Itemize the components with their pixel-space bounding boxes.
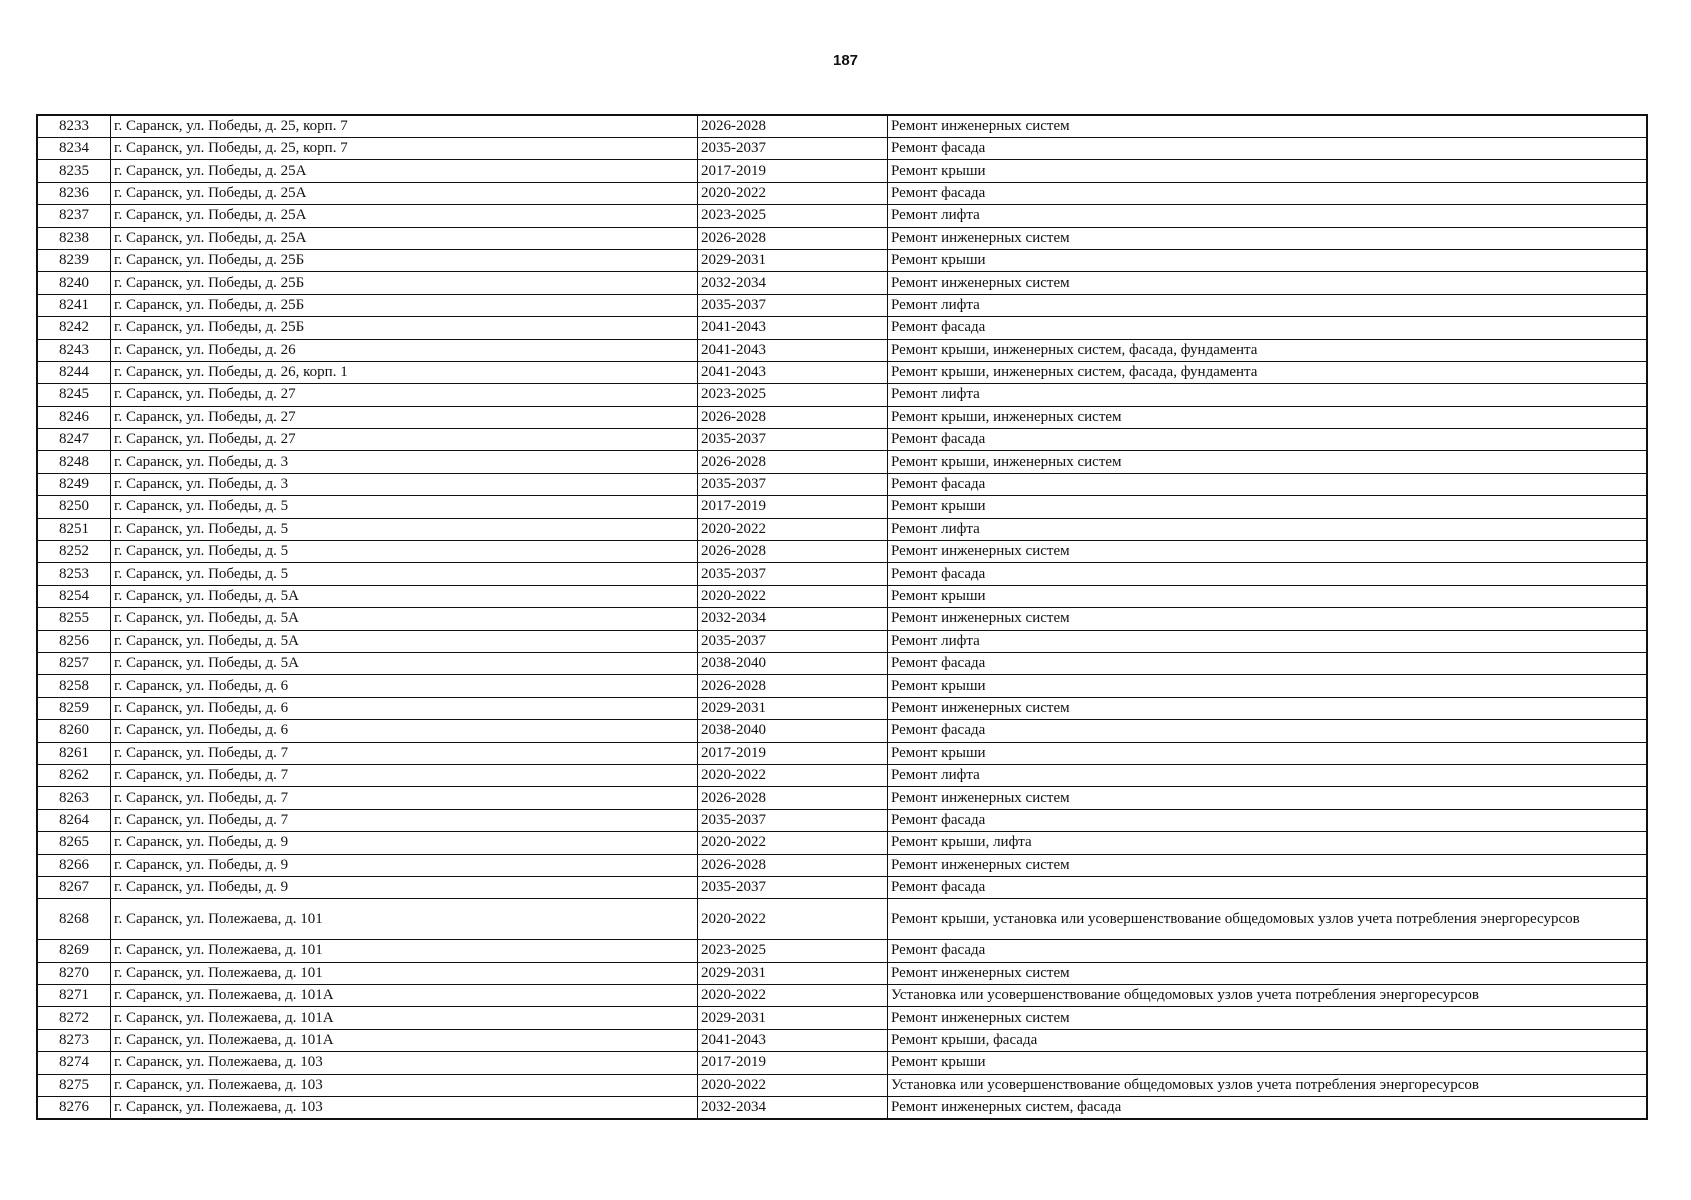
row-number-cell: 8243	[37, 339, 111, 361]
row-number-cell: 8274	[37, 1052, 111, 1074]
address-cell: г. Саранск, ул. Победы, д. 25, корп. 7	[111, 138, 698, 160]
work-type-cell: Ремонт лифта	[888, 384, 1648, 406]
table-row	[37, 876, 1647, 898]
work-type-cell: Установка или усовершенствование общедомовых узлов учета потребления энергоресурсов	[888, 985, 1648, 1007]
row-number-cell: 8255	[37, 608, 111, 630]
address-cell: г. Саранск, ул. Победы, д. 5А	[111, 652, 698, 674]
table-row	[37, 720, 1647, 742]
period-cell: 2035-2037	[698, 876, 888, 898]
period-cell: 2035-2037	[698, 473, 888, 495]
period-cell: 2041-2043	[698, 1029, 888, 1051]
table-row	[37, 742, 1647, 764]
table-row	[37, 496, 1647, 518]
work-type-cell: Ремонт крыши	[888, 1052, 1648, 1074]
period-cell: 2023-2025	[698, 384, 888, 406]
table-row	[37, 317, 1647, 339]
work-type-cell: Ремонт инженерных систем	[888, 787, 1648, 809]
work-type-cell: Установка или усовершенствование общедомовых узлов учета потребления энергоресурсов	[888, 1074, 1648, 1096]
row-number-cell: 8259	[37, 697, 111, 719]
work-type-cell: Ремонт крыши	[888, 675, 1648, 697]
row-number-cell: 8273	[37, 1029, 111, 1051]
period-cell: 2035-2037	[698, 429, 888, 451]
table-row	[37, 249, 1647, 271]
period-cell: 2032-2034	[698, 272, 888, 294]
address-cell: г. Саранск, ул. Победы, д. 25Б	[111, 317, 698, 339]
row-number-cell: 8275	[37, 1074, 111, 1096]
address-cell: г. Саранск, ул. Победы, д. 25А	[111, 160, 698, 182]
period-cell: 2029-2031	[698, 1007, 888, 1029]
period-cell: 2026-2028	[698, 675, 888, 697]
table-row	[37, 1007, 1647, 1029]
work-type-cell: Ремонт инженерных систем	[888, 854, 1648, 876]
address-cell: г. Саранск, ул. Победы, д. 27	[111, 384, 698, 406]
table-row	[37, 272, 1647, 294]
period-cell: 2041-2043	[698, 317, 888, 339]
work-type-cell: Ремонт крыши, фасада	[888, 1029, 1648, 1051]
table-row	[37, 787, 1647, 809]
row-number-cell: 8240	[37, 272, 111, 294]
address-cell: г. Саранск, ул. Победы, д. 6	[111, 720, 698, 742]
work-type-cell: Ремонт крыши, инженерных систем	[888, 451, 1648, 473]
row-number-cell: 8269	[37, 940, 111, 962]
row-number-cell: 8248	[37, 451, 111, 473]
table-row	[37, 764, 1647, 786]
period-cell: 2020-2022	[698, 585, 888, 607]
table-row	[37, 541, 1647, 563]
table-row	[37, 518, 1647, 540]
work-type-cell: Ремонт фасада	[888, 138, 1648, 160]
period-cell: 2035-2037	[698, 138, 888, 160]
address-cell: г. Саранск, ул. Полежаева, д. 101А	[111, 1029, 698, 1051]
address-cell: г. Саранск, ул. Победы, д. 25Б	[111, 294, 698, 316]
row-number-cell: 8235	[37, 160, 111, 182]
period-cell: 2026-2028	[698, 227, 888, 249]
work-type-cell: Ремонт инженерных систем	[888, 962, 1648, 984]
row-number-cell: 8245	[37, 384, 111, 406]
work-type-cell: Ремонт крыши	[888, 160, 1648, 182]
period-cell: 2038-2040	[698, 652, 888, 674]
period-cell: 2020-2022	[698, 518, 888, 540]
row-number-cell: 8254	[37, 585, 111, 607]
row-number-cell: 8257	[37, 652, 111, 674]
address-cell: г. Саранск, ул. Полежаева, д. 103	[111, 1097, 698, 1120]
period-cell: 2020-2022	[698, 1074, 888, 1096]
table-row	[37, 563, 1647, 585]
row-number-cell: 8233	[37, 115, 111, 138]
table-row	[37, 160, 1647, 182]
row-number-cell: 8267	[37, 876, 111, 898]
table-row	[37, 361, 1647, 383]
row-number-cell: 8234	[37, 138, 111, 160]
period-cell: 2020-2022	[698, 182, 888, 204]
work-type-cell: Ремонт фасада	[888, 652, 1648, 674]
row-number-cell: 8239	[37, 249, 111, 271]
address-cell: г. Саранск, ул. Полежаева, д. 101	[111, 962, 698, 984]
row-number-cell: 8276	[37, 1097, 111, 1120]
table-row	[37, 899, 1647, 940]
row-number-cell: 8238	[37, 227, 111, 249]
address-cell: г. Саранск, ул. Победы, д. 9	[111, 854, 698, 876]
period-cell: 2026-2028	[698, 451, 888, 473]
row-number-cell: 8236	[37, 182, 111, 204]
work-type-cell: Ремонт лифта	[888, 205, 1648, 227]
address-cell: г. Саранск, ул. Победы, д. 5	[111, 541, 698, 563]
period-cell: 2032-2034	[698, 608, 888, 630]
work-type-cell: Ремонт фасада	[888, 473, 1648, 495]
address-cell: г. Саранск, ул. Победы, д. 26, корп. 1	[111, 361, 698, 383]
address-cell: г. Саранск, ул. Победы, д. 5А	[111, 585, 698, 607]
work-type-cell: Ремонт лифта	[888, 764, 1648, 786]
table-row	[37, 985, 1647, 1007]
table-row	[37, 630, 1647, 652]
address-cell: г. Саранск, ул. Победы, д. 27	[111, 429, 698, 451]
work-type-cell: Ремонт крыши, инженерных систем, фасада, фундамента	[888, 361, 1648, 383]
table-row	[37, 675, 1647, 697]
address-cell: г. Саранск, ул. Победы, д. 9	[111, 832, 698, 854]
table-row	[37, 832, 1647, 854]
address-cell: г. Саранск, ул. Победы, д. 3	[111, 451, 698, 473]
table-row	[37, 1097, 1647, 1120]
row-number-cell: 8268	[37, 899, 111, 940]
row-number-cell: 8253	[37, 563, 111, 585]
work-type-cell: Ремонт крыши	[888, 249, 1648, 271]
work-type-cell: Ремонт инженерных систем	[888, 1007, 1648, 1029]
work-type-cell: Ремонт инженерных систем	[888, 227, 1648, 249]
address-cell: г. Саранск, ул. Победы, д. 25Б	[111, 249, 698, 271]
work-type-cell: Ремонт крыши, установка или усовершенствование общедомовых узлов учета потребления энергоресурсов	[888, 899, 1648, 940]
row-number-cell: 8247	[37, 429, 111, 451]
work-type-cell: Ремонт крыши	[888, 742, 1648, 764]
table-row	[37, 138, 1647, 160]
table-row	[37, 962, 1647, 984]
work-type-cell: Ремонт крыши	[888, 496, 1648, 518]
row-number-cell: 8266	[37, 854, 111, 876]
address-cell: г. Саранск, ул. Победы, д. 5	[111, 496, 698, 518]
period-cell: 2020-2022	[698, 764, 888, 786]
address-cell: г. Саранск, ул. Победы, д. 5А	[111, 630, 698, 652]
work-type-cell: Ремонт инженерных систем	[888, 608, 1648, 630]
work-type-cell: Ремонт фасада	[888, 429, 1648, 451]
work-type-cell: Ремонт лифта	[888, 294, 1648, 316]
address-cell: г. Саранск, ул. Победы, д. 3	[111, 473, 698, 495]
address-cell: г. Саранск, ул. Полежаева, д. 101А	[111, 985, 698, 1007]
row-number-cell: 8241	[37, 294, 111, 316]
table-row	[37, 854, 1647, 876]
address-cell: г. Саранск, ул. Победы, д. 7	[111, 787, 698, 809]
period-cell: 2017-2019	[698, 1052, 888, 1074]
work-type-cell: Ремонт крыши, лифта	[888, 832, 1648, 854]
period-cell: 2035-2037	[698, 563, 888, 585]
address-cell: г. Саранск, ул. Победы, д. 5А	[111, 608, 698, 630]
table-row	[37, 473, 1647, 495]
period-cell: 2035-2037	[698, 294, 888, 316]
work-type-cell: Ремонт лифта	[888, 630, 1648, 652]
table-row	[37, 384, 1647, 406]
address-cell: г. Саранск, ул. Победы, д. 25Б	[111, 272, 698, 294]
table-row	[37, 227, 1647, 249]
work-type-cell: Ремонт инженерных систем, фасада	[888, 1097, 1648, 1120]
period-cell: 2029-2031	[698, 697, 888, 719]
row-number-cell: 8246	[37, 406, 111, 428]
address-cell: г. Саранск, ул. Победы, д. 9	[111, 876, 698, 898]
work-type-cell: Ремонт инженерных систем	[888, 272, 1648, 294]
work-type-cell: Ремонт крыши, инженерных систем	[888, 406, 1648, 428]
address-cell: г. Саранск, ул. Полежаева, д. 103	[111, 1052, 698, 1074]
row-number-cell: 8251	[37, 518, 111, 540]
table-row	[37, 1052, 1647, 1074]
period-cell: 2035-2037	[698, 630, 888, 652]
work-type-cell: Ремонт фасада	[888, 563, 1648, 585]
period-cell: 2026-2028	[698, 787, 888, 809]
work-type-cell: Ремонт фасада	[888, 720, 1648, 742]
row-number-cell: 8263	[37, 787, 111, 809]
work-type-cell: Ремонт инженерных систем	[888, 541, 1648, 563]
table-row	[37, 294, 1647, 316]
address-cell: г. Саранск, ул. Победы, д. 25, корп. 7	[111, 115, 698, 138]
table-row	[37, 429, 1647, 451]
page-number: 187	[832, 52, 859, 69]
row-number-cell: 8260	[37, 720, 111, 742]
work-type-cell: Ремонт фасада	[888, 940, 1648, 962]
period-cell: 2026-2028	[698, 854, 888, 876]
work-type-cell: Ремонт фасада	[888, 809, 1648, 831]
table-row	[37, 697, 1647, 719]
table-row	[37, 940, 1647, 962]
work-type-cell: Ремонт фасада	[888, 317, 1648, 339]
row-number-cell: 8252	[37, 541, 111, 563]
table-body	[37, 115, 1647, 1119]
period-cell: 2023-2025	[698, 205, 888, 227]
row-number-cell: 8261	[37, 742, 111, 764]
row-number-cell: 8244	[37, 361, 111, 383]
work-type-cell: Ремонт инженерных систем	[888, 697, 1648, 719]
address-cell: г. Саранск, ул. Полежаева, д. 101	[111, 940, 698, 962]
address-cell: г. Саранск, ул. Победы, д. 5	[111, 563, 698, 585]
period-cell: 2017-2019	[698, 742, 888, 764]
work-type-cell: Ремонт инженерных систем	[888, 115, 1648, 138]
period-cell: 2017-2019	[698, 160, 888, 182]
row-number-cell: 8262	[37, 764, 111, 786]
row-number-cell: 8258	[37, 675, 111, 697]
period-cell: 2029-2031	[698, 249, 888, 271]
address-cell: г. Саранск, ул. Полежаева, д. 103	[111, 1074, 698, 1096]
row-number-cell: 8237	[37, 205, 111, 227]
table-row	[37, 652, 1647, 674]
period-cell: 2026-2028	[698, 115, 888, 138]
table-row	[37, 1029, 1647, 1051]
address-cell: г. Саранск, ул. Победы, д. 5	[111, 518, 698, 540]
address-cell: г. Саранск, ул. Победы, д. 7	[111, 742, 698, 764]
work-type-cell: Ремонт лифта	[888, 518, 1648, 540]
table-row	[37, 115, 1647, 138]
row-number-cell: 8271	[37, 985, 111, 1007]
table-row	[37, 451, 1647, 473]
period-cell: 2032-2034	[698, 1097, 888, 1120]
row-number-cell: 8256	[37, 630, 111, 652]
address-cell: г. Саранск, ул. Полежаева, д. 101	[111, 899, 698, 940]
work-type-cell: Ремонт фасада	[888, 876, 1648, 898]
period-cell: 2026-2028	[698, 406, 888, 428]
period-cell: 2038-2040	[698, 720, 888, 742]
repair-schedule-table	[36, 114, 1648, 1120]
address-cell: г. Саранск, ул. Победы, д. 7	[111, 809, 698, 831]
period-cell: 2020-2022	[698, 832, 888, 854]
work-type-cell: Ремонт фасада	[888, 182, 1648, 204]
address-cell: г. Саранск, ул. Победы, д. 27	[111, 406, 698, 428]
period-cell: 2035-2037	[698, 809, 888, 831]
row-number-cell: 8250	[37, 496, 111, 518]
address-cell: г. Саранск, ул. Победы, д. 25А	[111, 205, 698, 227]
table-row	[37, 406, 1647, 428]
period-cell: 2020-2022	[698, 985, 888, 1007]
row-number-cell: 8272	[37, 1007, 111, 1029]
address-cell: г. Саранск, ул. Победы, д. 26	[111, 339, 698, 361]
address-cell: г. Саранск, ул. Победы, д. 25А	[111, 182, 698, 204]
row-number-cell: 8264	[37, 809, 111, 831]
period-cell: 2020-2022	[698, 899, 888, 940]
table-row	[37, 205, 1647, 227]
row-number-cell: 8270	[37, 962, 111, 984]
work-type-cell: Ремонт крыши	[888, 585, 1648, 607]
period-cell: 2041-2043	[698, 361, 888, 383]
table-row	[37, 1074, 1647, 1096]
table-row	[37, 585, 1647, 607]
table-row	[37, 182, 1647, 204]
period-cell: 2029-2031	[698, 962, 888, 984]
table-row	[37, 339, 1647, 361]
row-number-cell: 8249	[37, 473, 111, 495]
row-number-cell: 8265	[37, 832, 111, 854]
period-cell: 2017-2019	[698, 496, 888, 518]
table-row	[37, 608, 1647, 630]
address-cell: г. Саранск, ул. Победы, д. 7	[111, 764, 698, 786]
address-cell: г. Саранск, ул. Победы, д. 6	[111, 697, 698, 719]
address-cell: г. Саранск, ул. Полежаева, д. 101А	[111, 1007, 698, 1029]
period-cell: 2023-2025	[698, 940, 888, 962]
address-cell: г. Саранск, ул. Победы, д. 25А	[111, 227, 698, 249]
period-cell: 2041-2043	[698, 339, 888, 361]
period-cell: 2026-2028	[698, 541, 888, 563]
work-type-cell: Ремонт крыши, инженерных систем, фасада, фундамента	[888, 339, 1648, 361]
row-number-cell: 8242	[37, 317, 111, 339]
table-row	[37, 809, 1647, 831]
address-cell: г. Саранск, ул. Победы, д. 6	[111, 675, 698, 697]
